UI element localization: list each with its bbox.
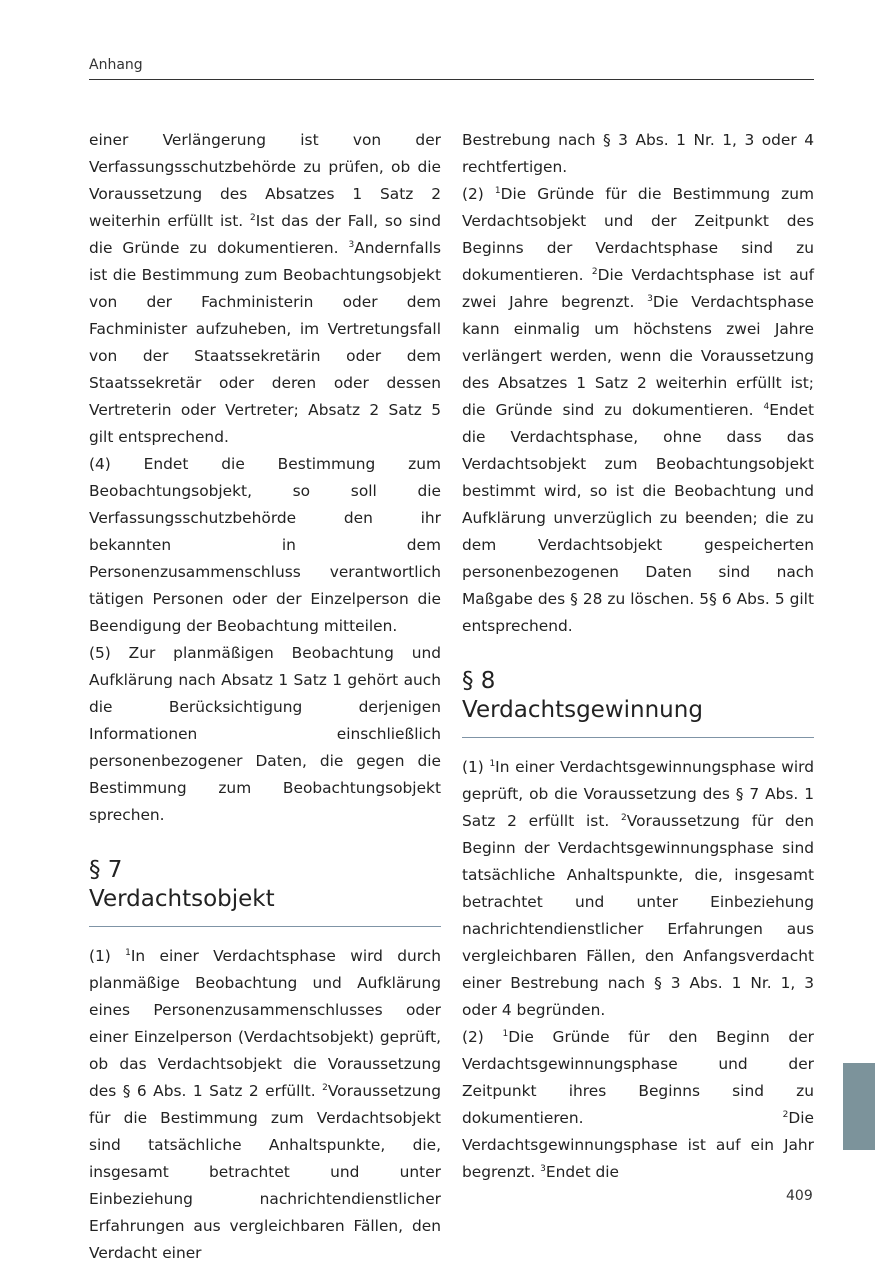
section-8-paragraph-2: (2) $^1$Die Gründe für den Beginn der Verdachtsgewinnungsphase und der Zeitpunkt ihres Beginns sind zu dokumentieren. $^2$Die Verdachtsgewinnungsphase ist auf ein Jahr begrenzt. $^3$Endet die	[462, 1028, 814, 1181]
header-divider	[89, 79, 814, 80]
paragraph-continuation: einer Verlängerung ist von der Verfassungsschutzbehörde zu prüfen, ob die Voraussetzung des Absatzes 1 Satz 2 weiterhin erfüllt ist. $^2$Ist das der Fall, so sind die Gründe zu dokumentieren. $^3$Andernfalls ist die Bestimmung zum Beobachtungsobjekt von der Fachministerin oder dem Fachminister aufzuheben, im Vertretungsfall von der Staatssekretärin oder dem Staatssekretär oder deren oder dessen Vertreterin oder Vertreter; Absatz 2 Satz 5 gilt entsprechend.	[89, 131, 441, 446]
section-8-heading	[462, 667, 814, 738]
section-number: § 8	[462, 668, 496, 694]
paragraph-4: (4) Endet die Bestimmung zum Beobachtungsobjekt, so soll die Verfassungsschutzbehörde den ihr bekannten in dem Personenzusammenschluss verantwortlich tätigen Personen oder der Einzelperson die Beendigung der Beobachtung mitteilen.	[89, 455, 441, 635]
section-number: § 7	[89, 857, 123, 883]
page-number: 409	[786, 1188, 813, 1204]
section-7-heading	[89, 856, 441, 927]
paragraph-continuation: Bestrebung nach § 3 Abs. 1 Nr. 1, 3 oder 4 rechtfertigen.	[462, 131, 814, 176]
section-7-paragraph-2: (2) $^1$Die Gründe für die Bestimmung zum Verdachtsobjekt und der Zeitpunkt des Beginns der Verdachtsphase sind zu dokumentieren. $^2$Die Verdachtsphase ist auf zwei Jahre begrenzt. $^3$Die Verdachtsphase kann einmalig um höchstens zwei Jahre verlängert werden, wenn die Voraussetzung des Absatzes 1 Satz 2 weiterhin erfüllt ist; die Gründe sind zu dokumentieren. $^4$Endet die Verdachtsphase, ohne dass das Verdachtsobjekt zum Beobachtungsobjekt bestimmt wird, so ist die Beobachtung und Aufklärung unverzüglich zu beenden; die zu dem Verdachtsobjekt gespeicherten personenbezogenen Daten sind nach Maßgabe des § 28 zu löschen. 5§ 6 Abs. 5 gilt entsprechend.	[462, 185, 815, 635]
paragraph-5: (5) Zur planmäßigen Beobachtung und Aufklärung nach Absatz 1 Satz 1 gehört auch die Berücksichtigung derjenigen Informationen einschließlich personenbezogener Daten, die gegen die Bestimmung zum Beobachtungsobjekt sprechen.	[89, 644, 441, 824]
left-column	[89, 127, 441, 1267]
section-7-paragraph-1: (1) $^1$In einer Verdachtsphase wird durch planmäßige Beobachtung und Aufklärung eines Personenzusammenschlusses oder einer Einzelperson (Verdachtsobjekt) geprüft, ob das Verdachtsobjekt die Voraussetzung des § 6 Abs. 1 Satz 2 erfüllt. $^2$Voraussetzung für die Bestimmung zum Verdachtsobjekt sind tatsächliche Anhaltspunkte, die, insgesamt betrachtet und unter Einbeziehung nachrichtendienstlicher Erfahrungen aus vergleichbaren Fällen, den Verdacht einer	[89, 947, 441, 1262]
section-divider	[89, 926, 441, 927]
running-header: Anhang	[89, 57, 143, 73]
chapter-side-tab	[843, 1063, 875, 1150]
right-column	[462, 127, 814, 1186]
section-title: Verdachtsgewinnung	[462, 697, 703, 723]
section-divider	[462, 737, 814, 738]
section-8-paragraph-1: (1) $^1$In einer Verdachtsgewinnungsphase wird geprüft, ob die Voraussetzung des § 7 Abs. 1 Satz 2 erfüllt ist. $^2$Voraussetzung für den Beginn der Verdachtsgewinnungsphase sind tatsächliche Anhaltspunkte, die, insgesamt betrachtet und unter Einbeziehung nachrichtendienstlicher Erfahrungen aus vergleichbaren Fällen, den Anfangsverdacht einer Bestrebung nach § 3 Abs. 1 Nr. 1, 3 oder 4 begründen.	[462, 758, 815, 1019]
section-title: Verdachtsobjekt	[89, 886, 275, 912]
